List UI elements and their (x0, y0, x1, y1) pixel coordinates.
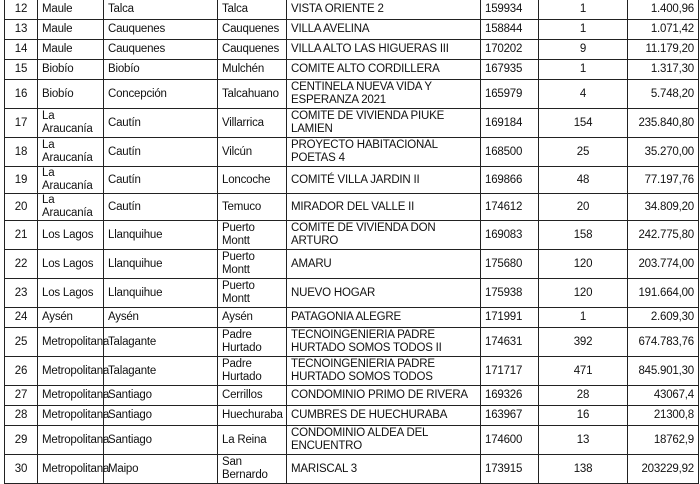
project-name-cell: COMITÉ VILLA JARDIN II (287, 167, 481, 194)
table-row (5, 455, 699, 484)
code-cell: 169326 (481, 386, 539, 406)
table-row (5, 20, 699, 40)
project-name-cell: MARISCAL 3 (287, 455, 481, 484)
amount-cell: 18762,9 (628, 426, 699, 455)
region-cell: Aysén (38, 308, 104, 328)
amount-cell: 43067,4 (628, 386, 699, 406)
quantity-cell: 158 (539, 221, 628, 250)
region-cell: La Araucanía (38, 194, 104, 221)
row-number: 25 (5, 328, 38, 357)
row-number: 27 (5, 386, 38, 406)
region-cell: Metropolitana (38, 455, 104, 484)
row-number: 29 (5, 426, 38, 455)
amount-cell: 35.270,00 (628, 138, 699, 167)
comuna-cell: Mulchén (218, 60, 287, 80)
amount-cell: 191.664,00 (628, 279, 699, 308)
region-cell: Metropolitana (38, 357, 104, 386)
quantity-cell: 1 (539, 60, 628, 80)
provincia-cell: Biobío (104, 60, 218, 80)
quantity-cell: 392 (539, 328, 628, 357)
row-number: 26 (5, 357, 38, 386)
table-row (5, 194, 699, 221)
code-cell: 163967 (481, 406, 539, 426)
row-number: 19 (5, 167, 38, 194)
project-name-cell: TECNOINGENIERIA PADRE HURTADO SOMOS TODOS (287, 357, 481, 386)
region-cell: La Araucanía (38, 167, 104, 194)
provincia-cell: Cautín (104, 194, 218, 221)
table-row (5, 0, 699, 20)
row-number: 17 (5, 109, 38, 138)
row-number: 22 (5, 250, 38, 279)
table-row (5, 426, 699, 455)
amount-cell: 203229,92 (628, 455, 699, 484)
code-cell: 174612 (481, 194, 539, 221)
provincia-cell: Cautín (104, 167, 218, 194)
code-cell: 169083 (481, 221, 539, 250)
code-cell: 169866 (481, 167, 539, 194)
comuna-cell: Puerto Montt (218, 250, 287, 279)
quantity-cell: 138 (539, 455, 628, 484)
region-cell: Los Lagos (38, 279, 104, 308)
project-name-cell: CENTINELA NUEVA VIDA Y ESPERANZA 2021 (287, 80, 481, 109)
code-cell: 158844 (481, 20, 539, 40)
row-number: 30 (5, 455, 38, 484)
table-row (5, 279, 699, 308)
comuna-cell: Aysén (218, 308, 287, 328)
code-cell: 165979 (481, 80, 539, 109)
provincia-cell: Santiago (104, 386, 218, 406)
region-cell: Los Lagos (38, 221, 104, 250)
table-row (5, 357, 699, 386)
code-cell: 167935 (481, 60, 539, 80)
quantity-cell: 9 (539, 40, 628, 60)
comuna-cell: Cerrillos (218, 386, 287, 406)
table-row (5, 80, 699, 109)
row-number: 23 (5, 279, 38, 308)
table-row (5, 138, 699, 167)
project-name-cell: PROYECTO HABITACIONAL POETAS 4 (287, 138, 481, 167)
amount-cell: 34.809,20 (628, 194, 699, 221)
table-row (5, 167, 699, 194)
provincia-cell: Llanquihue (104, 279, 218, 308)
quantity-cell: 1 (539, 0, 628, 20)
comuna-cell: Loncoche (218, 167, 287, 194)
comuna-cell: San Bernardo (218, 455, 287, 484)
amount-cell: 1.071,42 (628, 20, 699, 40)
amount-cell: 203.774,00 (628, 250, 699, 279)
table-row (5, 40, 699, 60)
table-row (5, 60, 699, 80)
code-cell: 174631 (481, 328, 539, 357)
project-name-cell: CONDOMINIO ALDEA DEL ENCUENTRO (287, 426, 481, 455)
region-cell: Los Lagos (38, 250, 104, 279)
project-name-cell: VILLA ALTO LAS HIGUERAS III (287, 40, 481, 60)
quantity-cell: 4 (539, 80, 628, 109)
quantity-cell: 471 (539, 357, 628, 386)
amount-cell: 1.400,96 (628, 0, 699, 20)
row-number: 15 (5, 60, 38, 80)
provincia-cell: Concepción (104, 80, 218, 109)
amount-cell: 2.609,30 (628, 308, 699, 328)
quantity-cell: 120 (539, 279, 628, 308)
amount-cell: 21300,8 (628, 406, 699, 426)
code-cell: 159934 (481, 0, 539, 20)
table-row (5, 328, 699, 357)
quantity-cell: 25 (539, 138, 628, 167)
amount-cell: 674.783,76 (628, 328, 699, 357)
comuna-cell: Talca (218, 0, 287, 20)
comuna-cell: Villarrica (218, 109, 287, 138)
amount-cell: 242.775,80 (628, 221, 699, 250)
amount-cell: 11.179,20 (628, 40, 699, 60)
row-number: 28 (5, 406, 38, 426)
project-name-cell: TECNOINGENIERIA PADRE HURTADO SOMOS TODOS II (287, 328, 481, 357)
table-row (5, 109, 699, 138)
row-number: 20 (5, 194, 38, 221)
quantity-cell: 16 (539, 406, 628, 426)
code-cell: 171991 (481, 308, 539, 328)
code-cell: 173915 (481, 455, 539, 484)
projects-table (4, 0, 699, 484)
comuna-cell: Temuco (218, 194, 287, 221)
project-name-cell: COMITE ALTO CORDILLERA (287, 60, 481, 80)
quantity-cell: 28 (539, 386, 628, 406)
project-name-cell: COMITE DE VIVIENDA DON ARTURO (287, 221, 481, 250)
quantity-cell: 13 (539, 426, 628, 455)
region-cell: Maule (38, 40, 104, 60)
region-cell: La Araucanía (38, 138, 104, 167)
comuna-cell: Huechuraba (218, 406, 287, 426)
region-cell: Maule (38, 0, 104, 20)
provincia-cell: Santiago (104, 426, 218, 455)
quantity-cell: 1 (539, 308, 628, 328)
row-number: 21 (5, 221, 38, 250)
table-row (5, 406, 699, 426)
region-cell: Metropolitana (38, 328, 104, 357)
project-name-cell: PATAGONIA ALEGRE (287, 308, 481, 328)
provincia-cell: Cauquenes (104, 40, 218, 60)
row-number: 13 (5, 20, 38, 40)
table-row (5, 308, 699, 328)
provincia-cell: Aysén (104, 308, 218, 328)
provincia-cell: Talagante (104, 357, 218, 386)
row-number: 16 (5, 80, 38, 109)
region-cell: Metropolitana (38, 406, 104, 426)
quantity-cell: 48 (539, 167, 628, 194)
code-cell: 175938 (481, 279, 539, 308)
table-row (5, 386, 699, 406)
amount-cell: 5.748,20 (628, 80, 699, 109)
row-number: 12 (5, 0, 38, 20)
comuna-cell: Cauquenes (218, 40, 287, 60)
project-name-cell: NUEVO HOGAR (287, 279, 481, 308)
row-number: 14 (5, 40, 38, 60)
provincia-cell: Santiago (104, 406, 218, 426)
code-cell: 174600 (481, 426, 539, 455)
amount-cell: 235.840,80 (628, 109, 699, 138)
row-number: 24 (5, 308, 38, 328)
amount-cell: 1.317,30 (628, 60, 699, 80)
provincia-cell: Maipo (104, 455, 218, 484)
quantity-cell: 120 (539, 250, 628, 279)
comuna-cell: Vilcún (218, 138, 287, 167)
table-row (5, 221, 699, 250)
comuna-cell: La Reina (218, 426, 287, 455)
comuna-cell: Talcahuano (218, 80, 287, 109)
comuna-cell: Padre Hurtado (218, 357, 287, 386)
project-name-cell: CUMBRES DE HUECHURABA (287, 406, 481, 426)
provincia-cell: Cauquenes (104, 20, 218, 40)
row-number: 18 (5, 138, 38, 167)
project-name-cell: COMITE DE VIVIENDA PIUKE LAMIEN (287, 109, 481, 138)
table-row (5, 250, 699, 279)
quantity-cell: 154 (539, 109, 628, 138)
project-name-cell: MIRADOR DEL VALLE II (287, 194, 481, 221)
region-cell: Biobío (38, 60, 104, 80)
provincia-cell: Talca (104, 0, 218, 20)
provincia-cell: Cautín (104, 109, 218, 138)
quantity-cell: 1 (539, 20, 628, 40)
code-cell: 171717 (481, 357, 539, 386)
project-name-cell: VILLA AVELINA (287, 20, 481, 40)
code-cell: 175680 (481, 250, 539, 279)
provincia-cell: Llanquihue (104, 250, 218, 279)
project-name-cell: AMARU (287, 250, 481, 279)
region-cell: La Araucanía (38, 109, 104, 138)
code-cell: 169184 (481, 109, 539, 138)
region-cell: Metropolitana (38, 386, 104, 406)
region-cell: Maule (38, 20, 104, 40)
comuna-cell: Padre Hurtado (218, 328, 287, 357)
quantity-cell: 20 (539, 194, 628, 221)
code-cell: 168500 (481, 138, 539, 167)
comuna-cell: Puerto Montt (218, 279, 287, 308)
provincia-cell: Llanquihue (104, 221, 218, 250)
project-name-cell: VISTA ORIENTE 2 (287, 0, 481, 20)
code-cell: 170202 (481, 40, 539, 60)
comuna-cell: Puerto Montt (218, 221, 287, 250)
provincia-cell: Talagante (104, 328, 218, 357)
amount-cell: 77.197,76 (628, 167, 699, 194)
comuna-cell: Cauquenes (218, 20, 287, 40)
region-cell: Biobío (38, 80, 104, 109)
provincia-cell: Cautín (104, 138, 218, 167)
project-name-cell: CONDOMINIO PRIMO DE RIVERA (287, 386, 481, 406)
amount-cell: 845.901,30 (628, 357, 699, 386)
region-cell: Metropolitana (38, 426, 104, 455)
